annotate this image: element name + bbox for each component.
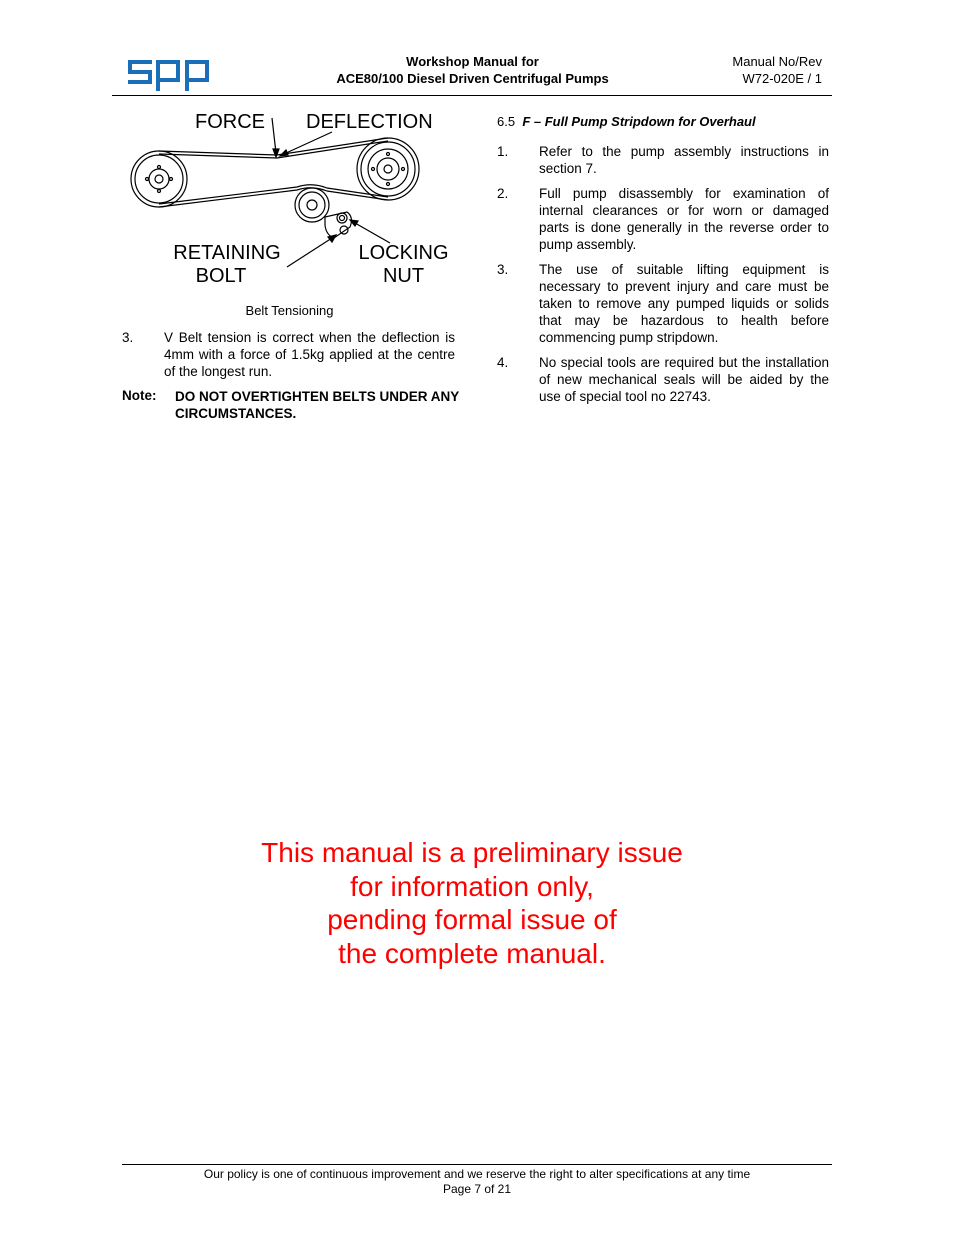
list-item-text: Refer to the pump assembly instructions in section 7.: [539, 144, 829, 176]
locking-nut-line-1: LOCKING: [358, 242, 449, 264]
notice-line-2: for information only,: [350, 870, 594, 902]
page-number: Page 7 of 21: [442, 1182, 512, 1196]
list-item-number: 4.: [497, 355, 509, 370]
title-line-2: ACE80/100 Diesel Driven Centrifugal Pumps: [336, 71, 609, 86]
locking-nut-label: [356, 242, 451, 288]
list-item-number: 2.: [497, 186, 509, 201]
list-item-text: Full pump disassembly for examination of internal clearances or for worn or damaged parts is done generally in the reverse order to pump assembly.: [539, 186, 829, 252]
notice-line-3: pending formal issue of: [327, 904, 617, 935]
preliminary-notice: [120, 836, 824, 970]
section-heading: [497, 114, 756, 129]
note-label: Note:: [122, 388, 157, 403]
title-line-1: Workshop Manual for: [406, 54, 539, 69]
list-item-number: 3.: [497, 262, 509, 277]
manual-number: [690, 53, 822, 87]
manual-value: W72-020E / 1: [742, 71, 822, 86]
retaining-bolt-label: [172, 242, 282, 288]
retaining-bolt-line-2: BOLT: [195, 265, 247, 287]
locking-nut-line-2: NUT: [382, 265, 425, 287]
section-number: 6.5: [497, 114, 516, 129]
notice-line-1: This manual is a preliminary issue: [261, 837, 683, 868]
note-text: DO NOT OVERTIGHTEN BELTS UNDER ANY CIRCUMSTANCES.: [175, 389, 460, 421]
retaining-bolt-line-1: RETAINING: [173, 242, 281, 264]
deflection-label: DEFLECTION: [306, 111, 433, 133]
list-item-text: No special tools are required but the installation of new mechanical seals will be aided by the use of special tool no 22743.: [539, 355, 829, 404]
footer-divider: [122, 1164, 832, 1165]
figure-caption: Belt Tensioning: [245, 303, 334, 318]
notice-line-4: the complete manual.: [338, 937, 606, 969]
list-item-number: 3.: [122, 330, 134, 345]
footer-policy: Our policy is one of continuous improvement and we reserve the right to alter specifications at any time: [203, 1167, 751, 1181]
force-label: FORCE: [195, 111, 265, 133]
list-item-text: V Belt tension is correct when the deflection is 4mm with a force of 1.5kg applied at the centre of the longest run.: [164, 330, 455, 379]
section-title: F – Full Pump Stripdown for Overhaul: [522, 114, 756, 129]
spp-logo: [128, 57, 212, 91]
manual-label: Manual No/Rev: [732, 54, 822, 69]
header-divider: [112, 95, 832, 96]
list-item-number: 1.: [497, 144, 509, 159]
list-item-text: The use of suitable lifting equipment is necessary to prevent injury and care must be taken to remove any pumped liquids or solids that may be hazardous to health before commencing pump stripdown.: [539, 262, 829, 345]
document-title: [300, 53, 645, 87]
